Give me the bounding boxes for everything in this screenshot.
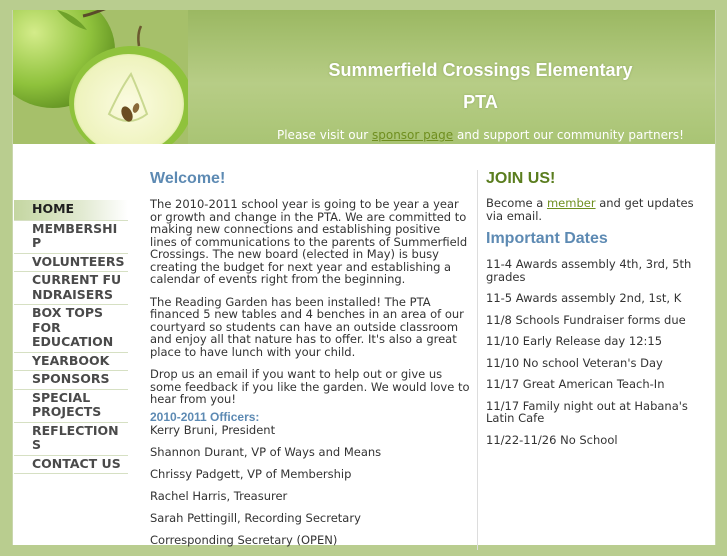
sponsor-page-link[interactable]: sponsor page	[371, 128, 454, 142]
date-item: 11/10 Early Release day 12:15	[486, 334, 663, 348]
page-container	[12, 10, 716, 545]
join-text-before: Become a	[486, 196, 547, 210]
sidebar-nav	[14, 200, 128, 474]
tagline-text-after: and support our community partners!	[453, 128, 684, 142]
nav-item-yearbook[interactable]: YEARBOOK	[14, 353, 128, 372]
nav-item-volunteers[interactable]: VOLUNTEERS	[14, 254, 128, 273]
officer-vp-ways-and-means: Shannon Durant, VP of Ways and Means	[150, 444, 382, 459]
column-divider	[477, 170, 478, 550]
nav-item-reflections[interactable]: REFLECTIONS	[14, 423, 128, 456]
site-subtitle: PTA	[463, 92, 498, 112]
officers-heading: 2010-2011 Officers:	[150, 409, 260, 424]
date-item: 11/10 No school Veteran's Day	[486, 355, 663, 370]
nav-item-sponsors[interactable]: SPONSORS	[14, 371, 128, 390]
main-content	[150, 170, 470, 556]
reading-garden-paragraph: The Reading Garden has been installed! The PTA financed 5 new tables and 4 benches in an area of our courtyard so students can have an outside classroom and enjoy all that nature has to offer. It's also a great place to have lunch with your child.	[150, 294, 464, 359]
sponsor-tagline	[253, 128, 708, 142]
right-sidebar	[486, 170, 696, 455]
nav-item-special-projects[interactable]: SPECIAL PROJECTS	[14, 390, 128, 423]
welcome-paragraph-1: The 2010-2011 school year is going to be year a year or growth and change in the PTA. We are committed to making new connections and establishing positive lines of communications to the parents of Summerfield Crossings. The new board (elected in May) is busy creating the budget for next year and establishing a calendar of events right from the beginning.	[150, 197, 468, 286]
member-link[interactable]: member	[546, 196, 596, 210]
nav-item-box-tops-for-education[interactable]: BOX TOPS FOR EDUCATION	[14, 305, 128, 353]
welcome-heading: Welcome!	[150, 170, 226, 187]
tagline-text-before: Please visit our	[276, 128, 372, 142]
date-item: 11/17 Great American Teach-In	[486, 377, 665, 391]
site-title: Summerfield Crossings Elementary	[328, 60, 633, 80]
join-text-after: and get updates via email.	[486, 196, 694, 223]
officer-recording-secretary: Sarah Pettingill, Recording Secretary	[150, 510, 361, 525]
nav-item-home[interactable]: HOME	[14, 200, 128, 221]
date-item: 11-5 Awards assembly 2nd, 1st, K	[486, 291, 682, 305]
feedback-paragraph: Drop us an email if you want to help out or give us some feedback if you like the garden. We would love to hear from you!	[150, 367, 470, 406]
nav-item-membership[interactable]: MEMBERSHIP	[14, 221, 128, 254]
nav-item-contact-us[interactable]: CONTACT US	[14, 456, 128, 475]
join-us-text	[486, 197, 696, 222]
officer-corresponding-secretary: Corresponding Secretary (OPEN)	[150, 532, 338, 547]
green-apple-icon	[13, 10, 188, 144]
important-dates-heading: Important Dates	[486, 230, 608, 247]
officer-president: Kerry Bruni, President	[150, 422, 276, 437]
date-item: 11-4 Awards assembly 4th, 3rd, 5th grades	[486, 257, 692, 284]
site-header	[13, 10, 715, 144]
officer-treasurer: Rachel Harris, Treasurer	[150, 488, 288, 503]
date-item: 11/8 Schools Fundraiser forms due	[486, 312, 686, 327]
join-us-heading: JOIN US!	[486, 170, 556, 187]
officer-vp-membership: Chrissy Padgett, VP of Membership	[150, 466, 352, 481]
date-item: 11/17 Family night out at Habana's Latin Cafe	[486, 398, 688, 425]
nav-item-current-fundraisers[interactable]: CURRENT FUNDRAISERS	[14, 272, 128, 305]
date-item: 11/22-11/26 No School	[486, 432, 618, 447]
